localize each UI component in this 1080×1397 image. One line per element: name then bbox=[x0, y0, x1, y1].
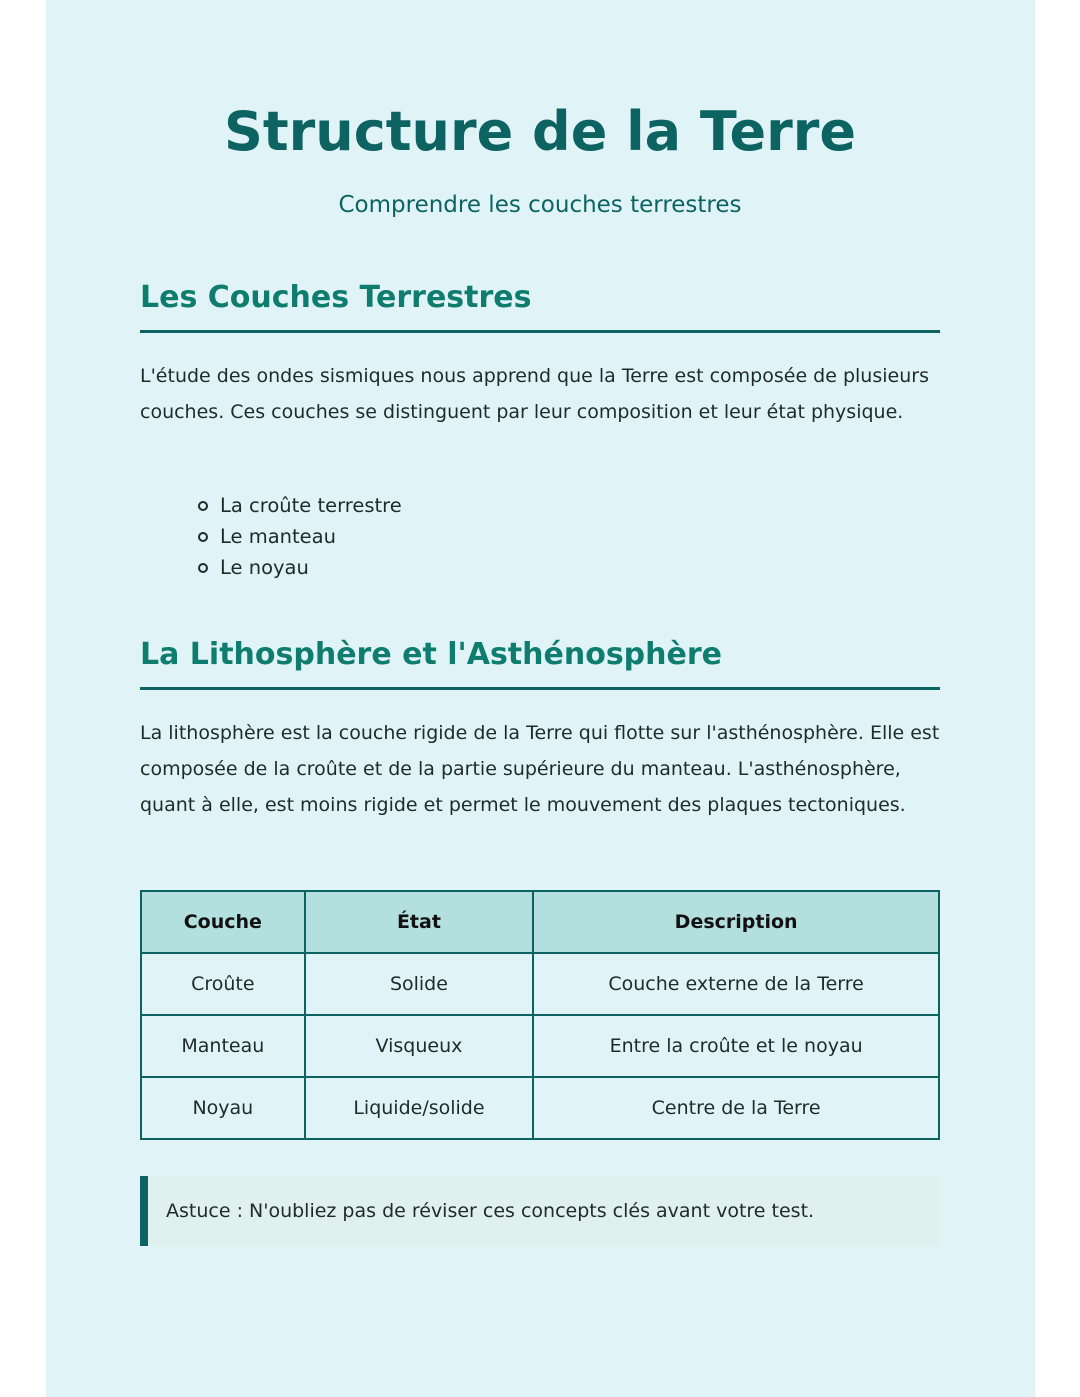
table-header-cell: État bbox=[305, 891, 534, 953]
table-cell: Croûte bbox=[141, 953, 305, 1015]
list-item: Le noyau bbox=[198, 552, 402, 583]
tip-callout bbox=[140, 1176, 940, 1246]
table-row bbox=[141, 1077, 939, 1139]
table-cell: Manteau bbox=[141, 1015, 305, 1077]
section-divider bbox=[140, 330, 940, 333]
section-divider bbox=[140, 687, 940, 690]
page-title: Structure de la Terre bbox=[223, 100, 857, 163]
table-cell: Noyau bbox=[141, 1077, 305, 1139]
layers-table bbox=[140, 890, 940, 1140]
section-paragraph-lithosphere: La lithosphère est la couche rigide de la Terre qui flotte sur l'asthénosphère. Elle est composée de la croûte et de la partie supérieure du manteau. L'asthénosphère, quant à elle, est moins rigide et permet le mouvement des plaques tectoniques. bbox=[140, 722, 940, 816]
table-header-row bbox=[141, 891, 939, 953]
tip-accent-bar bbox=[140, 1176, 148, 1246]
table-row bbox=[141, 953, 939, 1015]
tip-text: Astuce : N'oubliez pas de réviser ces concepts clés avant votre test. bbox=[166, 1200, 815, 1222]
page bbox=[46, 0, 1035, 1397]
table-header-cell: Description bbox=[533, 891, 939, 953]
table-header-cell: Couche bbox=[141, 891, 305, 953]
list-item: Le manteau bbox=[198, 521, 402, 552]
table-cell: Liquide/solide bbox=[305, 1077, 534, 1139]
table-cell: Entre la croûte et le noyau bbox=[533, 1015, 939, 1077]
table-row bbox=[141, 1015, 939, 1077]
section-heading-couches: Les Couches Terrestres bbox=[140, 280, 532, 315]
list-item: La croûte terrestre bbox=[198, 490, 402, 521]
table-cell: Visqueux bbox=[305, 1015, 534, 1077]
table-cell: Couche externe de la Terre bbox=[533, 953, 939, 1015]
section-paragraph-couches: L'étude des ondes sismiques nous apprend que la Terre est composée de plusieurs couches. Ces couches se distinguent par leur composition et leur état physique. bbox=[140, 365, 929, 423]
section-heading-lithosphere: La Lithosphère et l'Asthénosphère bbox=[140, 637, 722, 672]
page-subtitle: Comprendre les couches terrestres bbox=[338, 192, 742, 218]
table-cell: Centre de la Terre bbox=[533, 1077, 939, 1139]
table-cell: Solide bbox=[305, 953, 534, 1015]
layers-list bbox=[198, 490, 402, 583]
